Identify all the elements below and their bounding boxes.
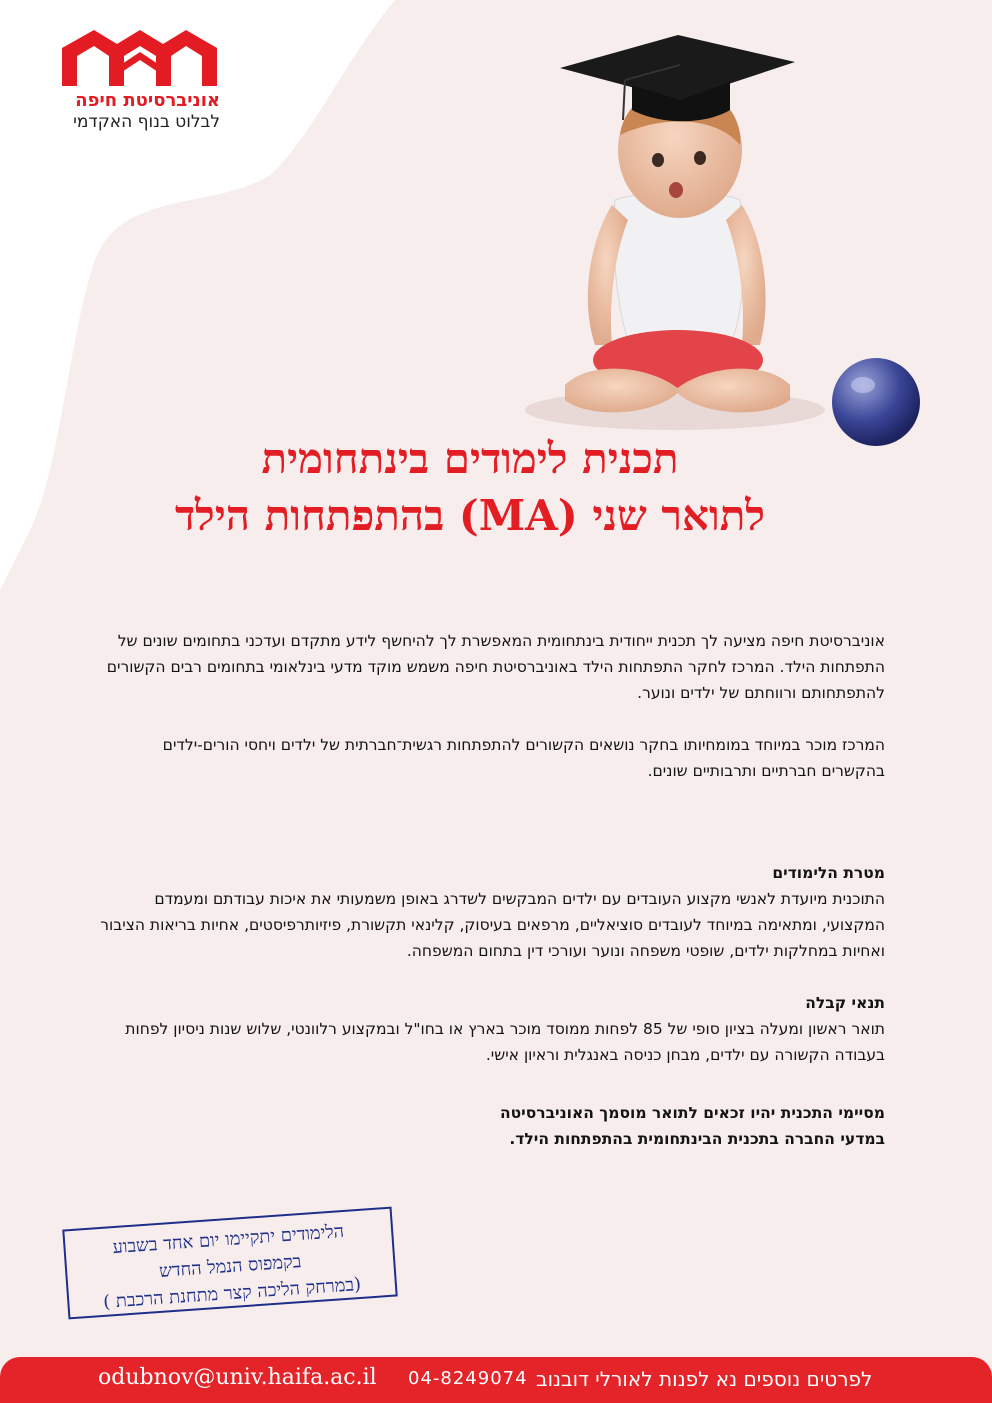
stamp-line-1: הלימודים יתקיימו יום אחד בשבוע <box>111 1220 345 1259</box>
program-headline <box>120 430 820 544</box>
footer-email-link[interactable]: odubnov@univ.haifa.ac.il <box>98 1365 377 1390</box>
section-admission <box>95 990 885 1068</box>
footer-bar <box>0 1357 992 1403</box>
section-goal-body: התוכנית מיועדת לאנשי מקצוע העובדים עם ילדים המבקשים לשדרג באופן משמעותי את איכות עבודתם ומעמדם המקצועי, ומתאימה במיוחד לעובדים סוציאליים, מרפאים בעיסוק, קלינאי תקשורת, פיזיותרפיסטים, אחיות בריאות הציבור ואחיות במחלקות ילדים, שופטי משפחה ונוער ועורכי דין בתחום המשפחה. <box>100 890 885 960</box>
section-goal-title: מטרת הלימודים <box>772 864 885 882</box>
logo-tagline: לבלוט בנוף האקדמי <box>73 112 220 132</box>
section-admission-body: תואר ראשון ומעלה בציון סופי של 85 לפחות ממוסד מוכר בארץ או בחו"ל ובמקצוע רלוונטי, שלוש שנות ניסיון לפחות בעבודה הקשורה עם ילדים, מבחן כניסה באנגלית וראיון אישי. <box>125 1020 885 1064</box>
section-admission-title: תנאי קבלה <box>805 994 885 1012</box>
section-graduates <box>95 1100 885 1152</box>
baby-photo <box>520 0 992 450</box>
university-logo <box>62 26 227 132</box>
intro-paragraph-2: המרכז מוכר במיוחד במומחיותו בחקר נושאים הקשורים להתפתחות רגשית־חברתית של ילדים ויחסי הורים-ילדים בהקשרים חברתיים ותרבותיים שונים. <box>162 736 885 780</box>
headline-line-1: תכנית לימודים בינתחומית <box>261 434 679 483</box>
graduates-line-2: במדעי החברה בתכנית הבינתחומית בהתפתחות הילד. <box>509 1130 885 1148</box>
headline-line-2: לתואר שני (MA) בהתפתחות הילד <box>174 491 766 540</box>
logo-university-name: אוניברסיטת חיפה <box>75 90 220 111</box>
footer-phone[interactable]: 04-8249074 <box>408 1368 528 1389</box>
footer-contact-text: לפרטים נוספים נא לפנות לאורלי דובנוב <box>536 1367 873 1391</box>
section-goal <box>95 860 885 964</box>
logo-emblem-icon <box>62 26 217 88</box>
stamp-line-3: (במרחק הליכה קצר מתחנת הרכבת ) <box>102 1273 362 1313</box>
intro-paragraph-1: אוניברסיטת חיפה מציעה לך תכנית ייחודית בינתחומית המאפשרת לך להיחשף לידע מתקדם ועדכני בתחומים שונים של התפתחות הילד. המרכז לחקר התפתחות הילד באוניברסיטת חיפה משמש מוקד מדעי בינלאומי בתחומים רבים הקשורים להתפתחותם ורווחתם של ילדים ונוער. <box>106 632 885 702</box>
stamp-line-2: בקמפוס הנמל החדש <box>158 1251 303 1282</box>
graduates-line-1: מסיימי התכנית יהיו זכאים לתואר מוסמך האוניברסיטה <box>500 1104 885 1122</box>
